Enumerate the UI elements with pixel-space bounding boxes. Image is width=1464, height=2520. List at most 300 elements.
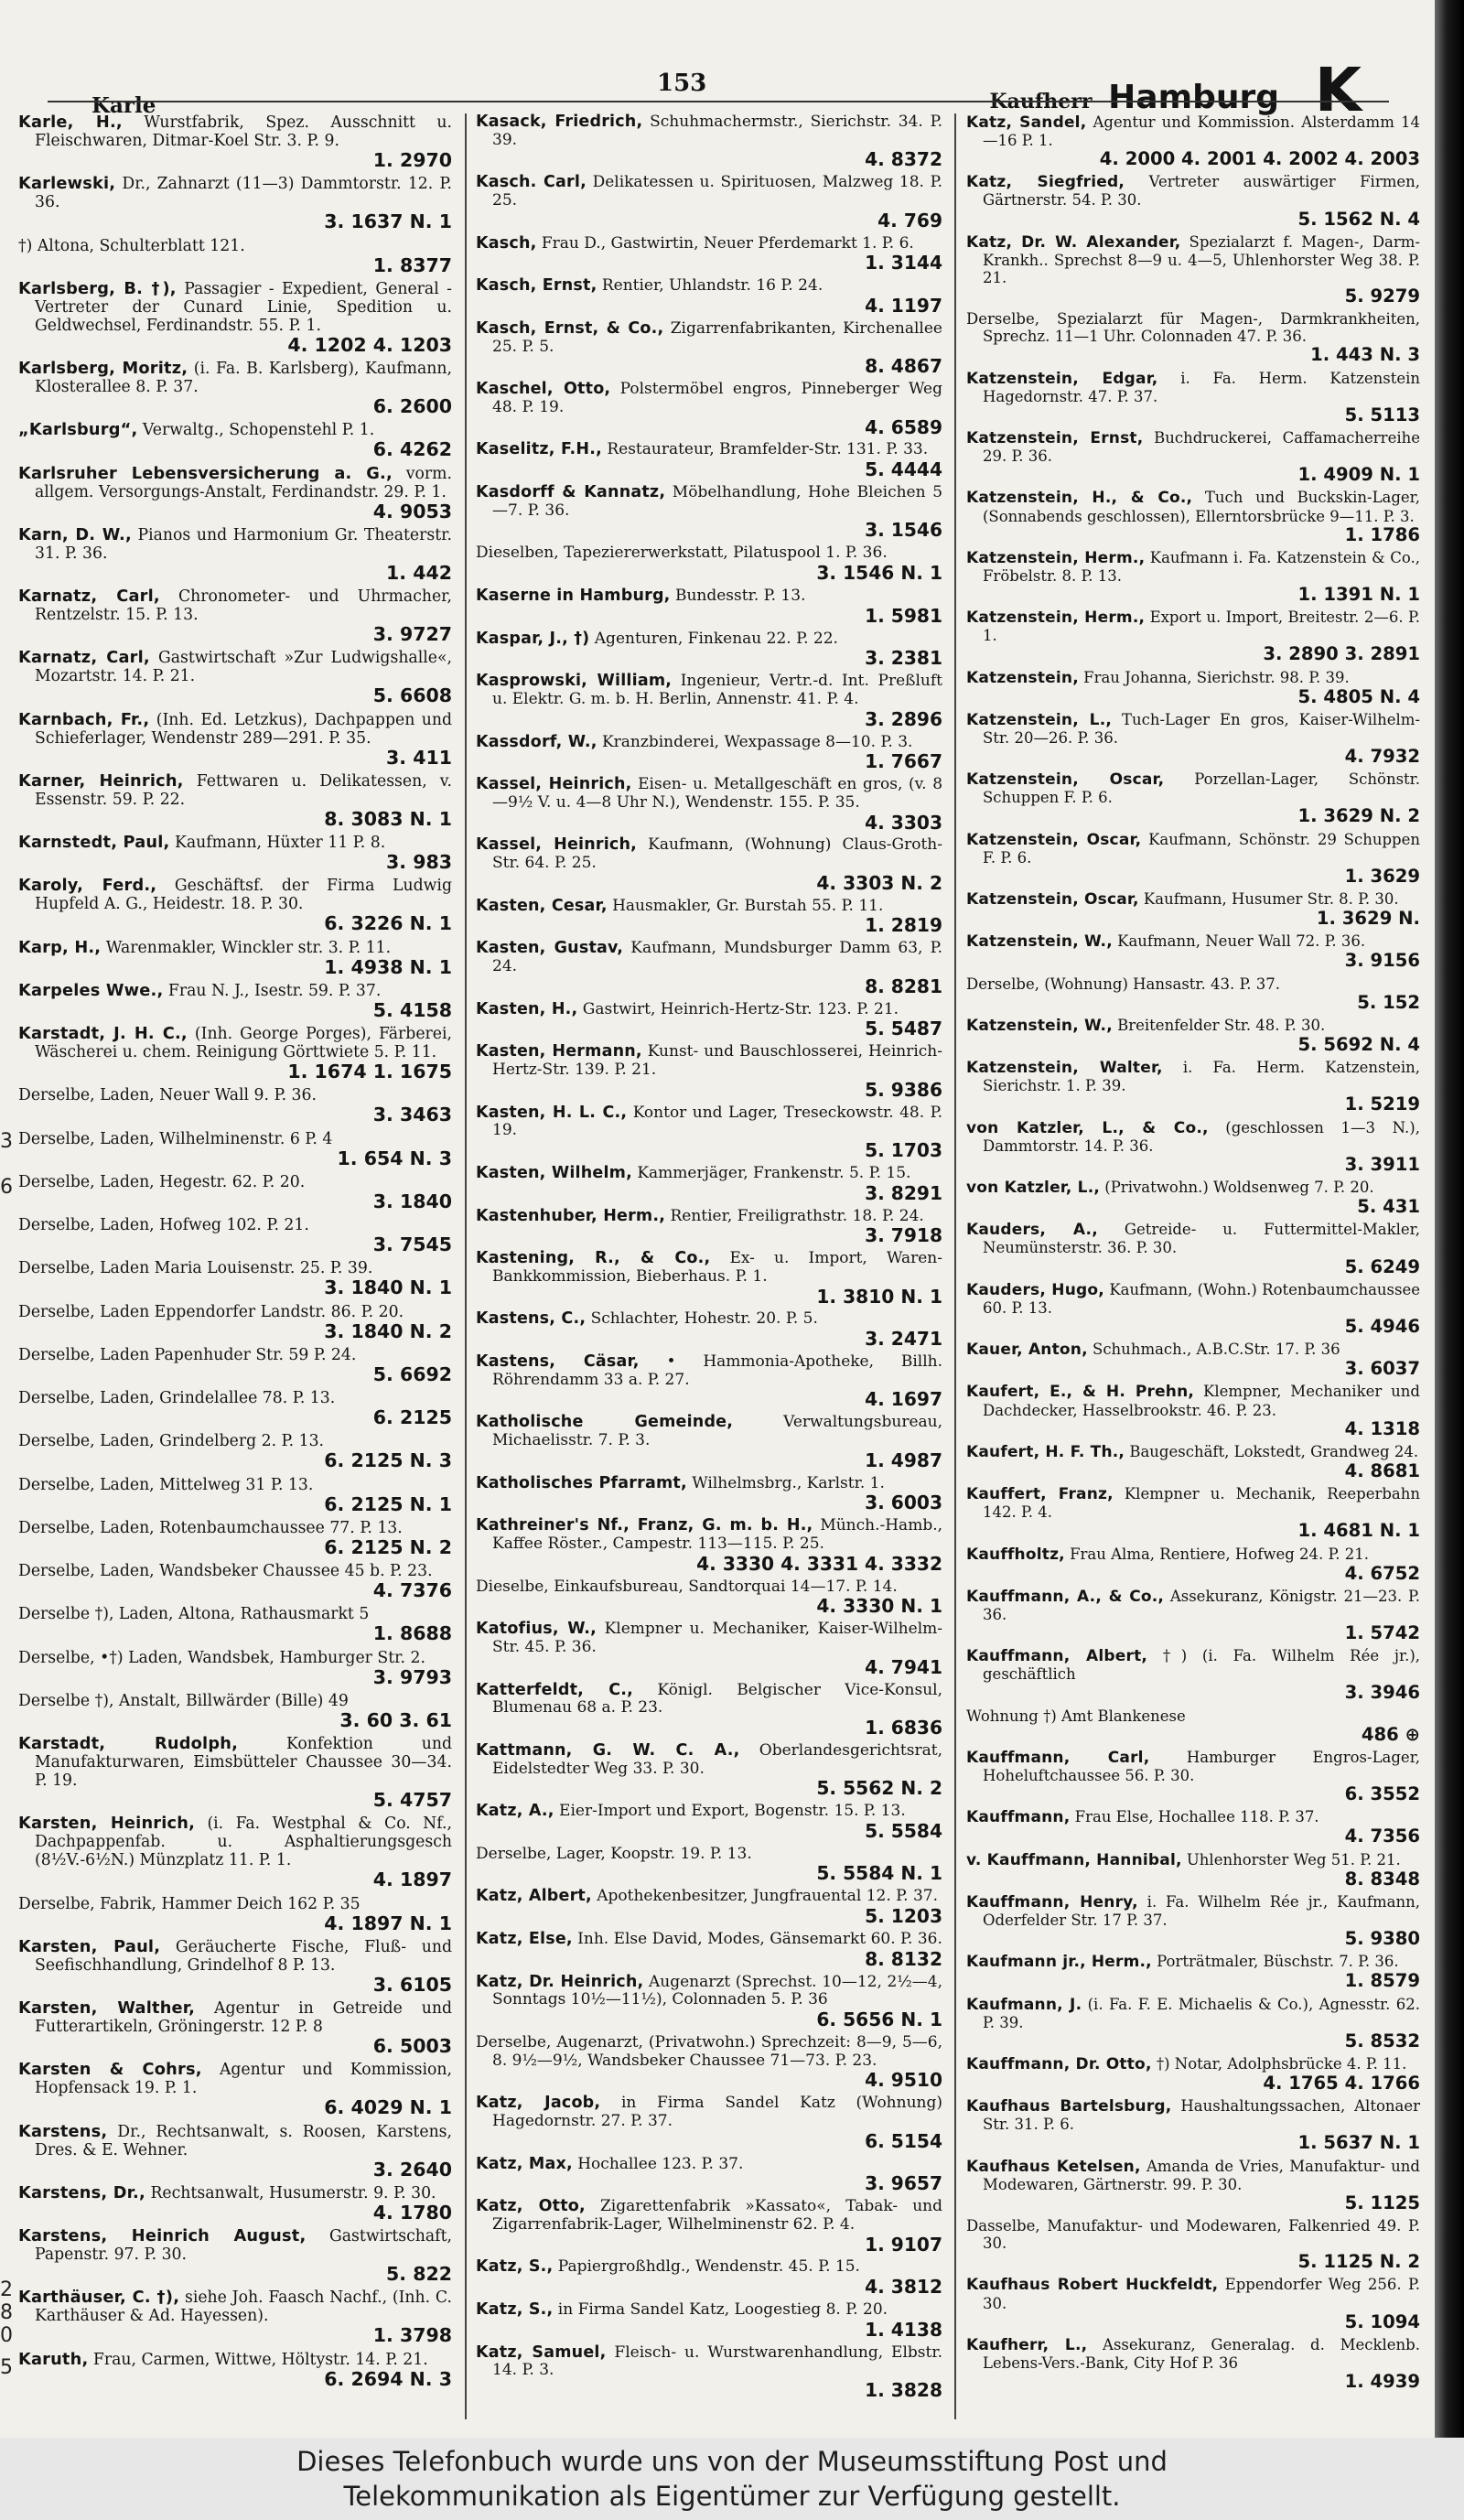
entry-text: †) Altona, Schulterblatt 121. [18,236,245,255]
directory-entry [472,630,946,673]
entry-phone: 8. 8348 [1344,1868,1420,1890]
entry-phone: 8. 4867 [865,355,942,378]
entry-phone: 5. 4805 N. 4 [1297,685,1420,707]
entry-name: Katofius, W., [476,1620,597,1639]
entry-name: Karpeles Wwe., [18,981,164,1000]
directory-entry [15,113,456,175]
entry-name: Karn, D. W., [18,525,132,544]
entry-phone: 4. 9510 [865,2069,942,2092]
directory-entry [963,1485,1424,1545]
entry-phone: 5. 1125 N. 2 [1297,2251,1420,2273]
entry-text: Kaufmann, Hüxter 11 P. 8. [174,834,386,852]
entry-text: Schuhmachermstr., Sierichstr. 34. P. 39. [492,113,942,149]
entry-text: Derselbe, •†) Laden, Wandsbek, Hamburger Str. 2. [18,1648,425,1667]
entry-text: Eier-Import und Export, Bogenstr. 15. P. 13. [559,1802,906,1821]
entry-text: Wilhelmsbrg., Karlstr. 1. [692,1473,885,1492]
entry-phone: 4. 3812 [865,2276,942,2299]
entry-text: (i. Fa. B. Karlsberg), Kaufmann, Klosterallee 8. P. 37. [35,360,453,396]
entry-name: Katz, Otto, [476,2197,586,2216]
entry-phone: 4. 6589 [865,415,942,438]
entry-text: Inh. Else David, Modes, Gänsemarkt 60. P. 36. [577,1929,942,1948]
entry-name: Kastening, R., & Co., [476,1249,711,1268]
entry-name: Kassdorf, W., [476,732,597,751]
head-city: Hamburg [1108,79,1279,116]
entry-name: Kauders, Hugo, [966,1280,1104,1299]
entry-name: Kaschel, Otto, [476,380,611,399]
entry-text: Uhlenhorster Weg 51. P. 21. [1186,1850,1401,1868]
directory-entry [15,1562,456,1605]
directory-entry [15,1895,456,1938]
directory-entry [15,1649,456,1692]
entry-text: Vertreter auswärtiger Firmen, Gärtnerstr. 54. P. 30. [983,173,1420,210]
margin-mark: 6 [0,1176,13,1199]
head-right-word: Kaufherr [989,90,1093,113]
entry-name: Karuth, [18,2350,89,2369]
entry-name: Katterfeldt, C., [476,1680,633,1699]
entry-text: in Firma Sandel Katz (Wohnung) Hagedornstr. 27. P. 37. [492,2094,942,2130]
entry-name: Karstadt, Rudolph, [18,1735,239,1753]
directory-entry [963,1647,1424,1707]
margin-mark: 2 [0,2278,13,2301]
entry-name: Katz, S., [476,2257,554,2277]
directory-entry [472,544,946,587]
entry-name: von Katzler, L., & Co., [966,1118,1209,1137]
entry-text: Assekuranz, Generalag. d. Mecklenb. Lebens-Vers.-Bank, City Hof P. 36 [983,2335,1420,2372]
directory-entry [15,939,456,982]
entry-phone: 6. 4029 N. 1 [324,2096,452,2119]
entry-name: Kasten, Cesar, [476,896,608,915]
entry-phone: 5. 152 [1357,991,1420,1013]
entry-phone: 1. 5742 [1344,1621,1420,1643]
entry-text: Ex- u. Import, Waren-Bankkommission, Bieberhaus. P. 1. [492,1249,942,1286]
head-right [989,79,1279,116]
directory-entry [472,1043,946,1104]
directory-entry [963,2055,1424,2097]
entry-phone: 5. 5584 [865,1819,942,1842]
directory-entry [472,1888,946,1931]
entry-phone: 1. 442 [386,561,452,584]
entry-phone: 6. 4262 [372,438,452,461]
entry-name: Kauffholtz, [966,1545,1065,1564]
entry-phone: 4. 1318 [1344,1417,1420,1439]
entry-text: Export u. Import, Breitestr. 2—6. P. 1. [983,608,1420,645]
directory-entry [963,975,1424,1017]
directory-entry [472,2258,946,2301]
entry-name: Karsten & Cohrs, [18,2061,202,2080]
entry-name: Karstadt, J. H. C., [18,1025,188,1043]
entry-phone: 5. 5562 N. 2 [816,1777,942,1800]
entry-text: Oberlandesgerichtsrat, Eidelstedter Weg 33. P. 30. [492,1740,942,1778]
entry-phone: 1. 6836 [865,1716,942,1739]
entry-text: Derselbe, Laden, Rotenbaumchaussee 77. P. 13. [18,1518,403,1537]
directory-entry [15,237,456,280]
entry-phone: 4. 7356 [1344,1825,1420,1847]
entry-name: Kaufert, H. F. Th., [966,1442,1125,1461]
entry-text: Passagier - Expedient, General - Vertreter der Cunard Linie, Spedition u. Geldwechsel, Ferdinandstr. 55. P. 1. [35,279,452,335]
entry-phone: 3. 8291 [865,1181,942,1204]
entry-text: Derselbe, Laden, Neuer Wall 9. P. 36. [18,1086,317,1105]
directory-entry [15,649,456,710]
directory-entry [472,940,946,1000]
entry-text: Polstermöbel engros, Pinneberger Weg 48. P. 19. [492,380,943,416]
directory-entry [15,1346,456,1389]
directory-entry [472,1001,946,1044]
entry-name: Katzenstein, Oscar, [966,830,1142,849]
entry-name: Katz, Dr. W. Alexander, [966,232,1181,252]
page-number: 153 [657,70,707,97]
entry-text: Assekuranz, Königstr. 21—23. P. 36. [983,1587,1420,1623]
entry-text: Hochallee 123. P. 37. [577,2154,744,2173]
directory-entry [963,1017,1424,1059]
entry-text: in Firma Sandel Katz, Loogestieg 8. P. 20. [557,2300,888,2320]
entry-phone: 1. 4939 [1344,2370,1420,2392]
entry-text: vorm. allgem. Versorgungs-Anstalt, Ferdinandstr. 29. P. 1. [35,464,452,501]
entry-name: Karp, H., [18,938,102,957]
entry-text: (geschlossen 1—3 N.), Dammtorstr. 14. P. 36. [983,1118,1420,1155]
directory-entry [963,1707,1424,1749]
entry-text: Delikatessen u. Spirituosen, Malzweg 18. P. 25. [492,173,942,210]
entry-name: Kasch. Carl, [476,173,587,192]
entry-name: Kauffmann, Henry, [966,1892,1138,1912]
entry-phone: 5. 822 [386,2263,452,2285]
directory-entry [472,898,946,941]
margin-mark: 8 [0,2301,13,2324]
entry-name: Karle, H., [18,113,123,132]
directory-entry [15,1303,456,1346]
entry-phone: 1. 2970 [372,149,452,171]
entry-name: Kaufert, E., & H. Prehn, [966,1383,1195,1402]
directory-entry [963,370,1424,429]
entry-text: Agentur in Getreide und Futterartikeln, Gröningerstr. 12 P. 8 [35,1999,452,2036]
entry-text: Rentier, Freiligrathstr. 18. P. 24. [670,1206,924,1225]
directory-entry [963,1588,1424,1647]
directory-entry [963,113,1424,173]
entry-name: Katz, Siegfried, [966,173,1125,192]
margin-mark: 3 [0,1130,13,1153]
directory-entry [963,1808,1424,1850]
entry-phone: 1. 2819 [865,914,942,937]
entry-text: Frau Else, Hochallee 118. P. 37. [1074,1808,1319,1826]
column-rule-2 [954,113,956,2419]
directory-entry [472,1803,946,1846]
directory-entry [963,932,1424,975]
entry-phone: 5. 4757 [372,1789,452,1811]
directory-entry [472,587,946,630]
entry-phone: 6. 2125 N. 1 [324,1492,452,1515]
entry-phone: 3. 7545 [372,1233,452,1255]
entry-text: Kaufmann, Husumer Str. 8. P. 30. [1143,890,1399,909]
entry-text: Kunst- und Bauschlosserei, Heinrich-Hertz-Str. 139. P. 21. [492,1042,942,1079]
directory-entry [963,831,1424,890]
entry-name: Kasch, Ernst, & Co., [476,318,664,338]
entry-text: Derselbe, (Wohnung) Hansastr. 43. P. 37. [966,975,1280,993]
entry-name: Kaufhaus Ketelsen, [966,2157,1141,2176]
directory-entry [472,1250,946,1310]
entry-phone: 1. 4138 [865,2318,942,2341]
entry-phone: 1. 4909 N. 1 [1297,464,1420,486]
entry-text: Derselbe, Laden, Wandsbeker Chaussee 45 b. P. 23. [18,1562,433,1580]
directory-entry [15,360,456,421]
entry-text: Frau, Carmen, Wittwe, Höltystr. 14. P. 21. [92,2350,428,2369]
entry-phone: 5. 4444 [865,458,942,481]
entry-name: Karnatz, Carl, [18,587,160,606]
footer-band [0,2438,1464,2520]
directory-entry [472,1165,946,1208]
entry-phone: 1. 8688 [372,1622,452,1645]
directory-entry [15,1130,456,1173]
entry-text: Derselbe, Laden, Mittelweg 31 P. 13. [18,1475,314,1494]
entry-phone: 1. 3144 [865,252,942,275]
entry-text: Agentur und Kommission, Hopfensack 19. P. 1. [35,2061,453,2098]
entry-phone: 3. 6037 [1344,1358,1420,1380]
directory-entry [963,1119,1424,1179]
entry-text: Wohnung †) Amt Blankenese [966,1707,1186,1725]
directory-entry [963,310,1424,369]
entry-name: Karlewski, [18,175,116,194]
entry-phone: 1. 4681 N. 1 [1297,1520,1420,1542]
entry-name: Kathreiner's Nf., Franz, G. m. b. H., [476,1516,813,1535]
entry-name: Kaufhaus Bartelsburg, [966,2097,1172,2116]
entry-text: Porzellan-Lager, Schönstr. Schuppen F. P. 6. [983,770,1420,807]
entry-name: Kasprowski, William, [476,672,673,691]
entry-phone: 3. 2640 [372,2158,452,2181]
entry-text: Tuch und Buckskin-Lager, (Sonnabends geschlossen), Ellerntorsbrücke 9—11. P. 3. [983,489,1421,525]
entry-text: Getreide- u. Futtermittel-Makler, Neumünsterstr. 36. P. 30. [983,1221,1420,1257]
entry-phone: 4. 9053 [372,500,452,522]
entry-name: Katz, Albert, [476,1887,592,1906]
footer-line-1: Dieses Telefonbuch wurde uns von der Museumsstiftung Post und [296,2446,1168,2477]
directory-entry [472,2198,946,2258]
entry-phone: 1. 7667 [865,750,942,773]
entry-text: • Hammonia-Apotheke, Billh. Röhrendamm 33 a. P. 27. [492,1352,942,1389]
entry-phone: 6. 5003 [372,2035,452,2057]
entry-phone: 1. 8579 [1344,1970,1420,1992]
entry-text: (i. Fa. F. E. Michaelis & Co.), Agnesstr. 62. P. 39. [983,1995,1420,2031]
directory-entry [963,1059,1424,1118]
entry-phone: 5. 1562 N. 4 [1297,208,1420,230]
directory-entry [963,1749,1424,1808]
entry-text: Restaurateur, Bramfelder-Str. 131. P. 33. [607,440,929,459]
directory-entry [963,2217,1424,2276]
entry-text: Kaufmann, Schönstr. 29 Schuppen F. P. 6. [983,830,1420,867]
head-letter: K [1314,55,1362,125]
directory-entry [963,1221,1424,1280]
entry-name: Karlsberg, B. †), [18,279,177,298]
directory-entry [15,1605,456,1648]
entry-text: Königl. Belgischer Vice-Konsul, Blumenau 68 a. P. 23. [492,1680,942,1718]
directory-entry [963,489,1424,548]
directory-entry [15,1025,456,1086]
entry-phone: 6. 5154 [865,2129,942,2152]
entry-phone: 1. 3810 N. 1 [816,1285,942,1308]
entry-name: Kasten, Gustav, [476,939,624,958]
entry-phone: 1. 5219 [1344,1093,1420,1115]
entry-phone: 8. 8132 [865,1947,942,1970]
directory-entry [963,770,1424,830]
scan-edge-shadow [1435,0,1464,2438]
entry-name: Katzenstein, Ernst, [966,429,1144,448]
directory-entry [963,1545,1424,1588]
entry-text: Kaufmann, (Wohnung) Claus-Groth-Str. 64. P. 25. [492,835,943,873]
directory-entry [15,465,456,526]
directory-entry [963,2336,1424,2396]
entry-phone: 3. 3946 [1344,1682,1420,1704]
entry-phone: 1. 4938 N. 1 [324,955,452,978]
directory-entry [15,2123,456,2184]
directory-entry [472,1475,946,1518]
directory-entry [963,173,1424,232]
entry-phone: 3. 1840 [372,1190,452,1212]
directory-entry [472,1310,946,1353]
entry-text: Porträtmaler, Büschstr. 7. P. 36. [1157,1953,1399,1971]
entry-phone: 6. 2125 N. 2 [324,1535,452,1558]
entry-name: Kasten, Wilhelm, [476,1163,632,1182]
entry-name: Katzenstein, Herm., [966,548,1146,567]
entry-text: Fettwaren u. Delikatessen, v. Essenstr. 59. P. 22. [35,771,452,809]
directory-entry [15,877,456,938]
entry-phone: 6. 3226 N. 1 [324,912,452,935]
entry-name: Kaserne in Hamburg, [476,587,671,605]
entry-name: Karstens, Dr., [18,2183,145,2202]
directory-entry [15,1432,456,1475]
entry-text: Derselbe, Augenarzt, (Privatwohn.) Sprechzeit: 8—9, 5—6, 8. 9½—9½, Wandsbeker Chaussee 71—73. P. 23. [476,2032,942,2070]
entry-name: Katzenstein, Edgar, [966,369,1158,388]
entry-text: Frau Johanna, Sierichstr. 98. P. 39. [1083,668,1350,686]
entry-name: Kassel, Heinrich, [476,775,632,794]
entry-name: Katzenstein, Oscar, [966,770,1165,790]
entry-text: Rentier, Uhlandstr. 16 P. 24. [601,276,824,296]
entry-phone: 4. 1202 4. 1203 [287,333,452,356]
entry-phone: 5. 5487 [865,1018,942,1040]
directory-entry [15,1216,456,1259]
entry-name: Katz, Dr. Heinrich, [476,1972,644,1991]
entry-phone: 3. 1546 N. 1 [816,562,942,585]
entry-name: Karstens, [18,2122,108,2141]
entry-phone: 3. 9793 [372,1665,452,1688]
directory-entry [963,2158,1424,2217]
entry-text: Ingenieur, Vertr.-d. Int. Preßluft u. Elektr. G. m. b. H. Berlin, Annenstr. 41. P. 4. [492,672,942,708]
entry-name: Kauer, Anton, [966,1341,1088,1360]
entry-text: (Privatwohn.) Woldsenweg 7. P. 20. [1104,1179,1374,1197]
directory-entry [15,587,456,649]
entry-phone: 4. 7376 [372,1579,452,1601]
entry-text: Rechtsanwalt, Husumerstr. 9. P. 30. [150,2183,436,2202]
directory-entry [472,2301,946,2344]
entry-phone: 4. 3330 N. 1 [816,1595,942,1618]
entry-phone: 5. 1203 [865,1905,942,1928]
entry-name: Kaspar, J., †) [476,629,590,648]
entry-text: Tuch-Lager En gros, Kaiser-Wilhelm-Str. 20—26. P. 36. [983,710,1421,747]
entry-phone: 3. 983 [386,851,452,873]
entry-name: Karlsberg, Moritz, [18,360,188,378]
entry-phone: 1. 5637 N. 1 [1297,2132,1420,2154]
entry-name: Karsten, Heinrich, [18,1815,196,1834]
entry-text: Klempner u. Mechaniker, Kaiser-Wilhelm-Str. 45. P. 36. [492,1620,942,1656]
entry-name: Katzenstein, [966,668,1079,687]
entry-phone: 5. 9279 [1344,285,1420,307]
entry-text: Derselbe, Laden, Grindelberg 2. P. 13. [18,1432,325,1451]
directory-entry [963,608,1424,668]
entry-phone: 1. 1786 [1344,523,1420,545]
entry-text: (i. Fa. Westphal & Co. Nf., Dachpappenfab. u. Asphaltierungsgesch (8½V.-6½N.) Münzplatz 11. P. 1. [35,1815,452,1870]
entry-text: Frau D., Gastwirtin, Neuer Pferdemarkt 1. P. 6. [541,233,914,253]
directory-entry [15,2351,456,2394]
directory-entry [472,320,946,381]
entry-phone: 3. 6105 [372,1973,452,1996]
entry-text: Augenarzt (Sprechst. 10—12, 2½—4, Sonntags 10½—11½), Colonnaden 5. P. 36 [492,1972,942,2009]
entry-phone: 6. 2125 [372,1406,452,1428]
directory-entry [472,1682,946,1742]
entry-phone: 3. 2471 [865,1328,942,1351]
entry-phone: 5. 1125 [1344,2192,1420,2213]
entry-text: Derselbe, Fabrik, Hammer Deich 162 P. 35 [18,1894,361,1913]
column-rule-1 [465,113,467,2419]
entry-phone: 4. 1897 [372,1868,452,1891]
entry-phone: 1. 8377 [372,253,452,276]
entry-phone: 3. 1637 N. 1 [324,210,452,233]
entry-text: Warenmakler, Winckler str. 3. P. 11. [105,938,392,957]
entry-text: Kaufmann, Mundsburger Damm 63, P. 24. [492,939,943,976]
directory-entry [15,1692,456,1735]
entry-phone: 1. 3828 [865,2379,942,2402]
entry-phone: 1. 443 N. 3 [1310,344,1420,366]
footer-line-2: Telekommunikation als Eigentümer zur Verfügung gestellt. [343,2481,1121,2512]
entry-text: Apothekenbesitzer, Jungfrauental 12. P. 37. [597,1887,939,1906]
entry-name: Kasten, H. L. C., [476,1103,628,1122]
entry-name: Kauffmann, Albert, [966,1647,1148,1666]
entry-name: Kastens, C., [476,1309,587,1329]
entry-text: Schuhmach., A.B.C.Str. 17. P. 36 [1093,1341,1340,1359]
directory-entry [472,836,946,897]
entry-text: Gastwirtschaft, Papenstr. 97. P. 30. [35,2227,452,2264]
entry-phone: 486 ⊕ [1361,1723,1420,1745]
entry-text: Agentur und Kommission. Alsterdamm 14—16 P. 1. [983,113,1420,150]
entry-text: Verwaltg., Schopenstehl P. 1. [142,421,375,440]
entry-phone: 8. 8281 [865,975,942,997]
directory-entry [15,834,456,877]
entry-text: Papiergroßhdlg., Wendenstr. 45. P. 15. [557,2257,860,2277]
directory-entry [15,2288,456,2350]
directory-entry [472,1578,946,1621]
directory-entry [963,669,1424,711]
directory-entry [15,280,456,360]
entry-phone: 5. 4158 [372,998,452,1021]
entry-name: Katzenstein, W., [966,1016,1113,1035]
entry-text: Dr., Zahnarzt (11—3) Dammtorstr. 12. P. 36. [35,175,452,212]
entry-text: Eppendorfer Weg 256. P. 30. [983,2276,1420,2312]
entry-text: Derselbe, Laden Papenhuder Str. 59 P. 24. [18,1345,357,1364]
entry-name: Katz, Jacob, [476,2094,601,2113]
directory-entry [963,890,1424,932]
directory-entry [15,421,456,464]
entry-name: Kasack, Friedrich, [476,113,643,131]
entry-text: Dieselbe, Einkaufsbureau, Sandtorquai 14—17. P. 14. [476,1577,898,1596]
entry-text: Amanda de Vries, Manufaktur- und Modewaren, Gärtnerstr. 99. P. 30. [983,2157,1420,2193]
entry-phone: 6. 2694 N. 3 [324,2367,452,2390]
entry-text: Derselbe, Lager, Koopstr. 19. P. 13. [476,1844,752,1863]
directory-entry [963,2276,1424,2335]
entry-name: Kasdorff & Kannatz, [476,483,666,502]
entry-phone: 5. 1094 [1344,2310,1420,2332]
entry-text: Derselbe, Laden, Hegestr. 62. P. 20. [18,1172,306,1191]
entry-name: Katz, Samuel, [476,2342,607,2362]
directory-entry [15,1999,456,2061]
entry-text: Derselbe, Spezialarzt für Magen-, Darmkrankheiten, Sprechz. 11—1 Uhr. Colonnaden 47. P. 36. [966,310,1420,346]
directory-entry [472,734,946,777]
directory-entry [15,1389,456,1432]
directory-entry [963,1281,1424,1341]
entry-name: von Katzler, L., [966,1179,1101,1198]
